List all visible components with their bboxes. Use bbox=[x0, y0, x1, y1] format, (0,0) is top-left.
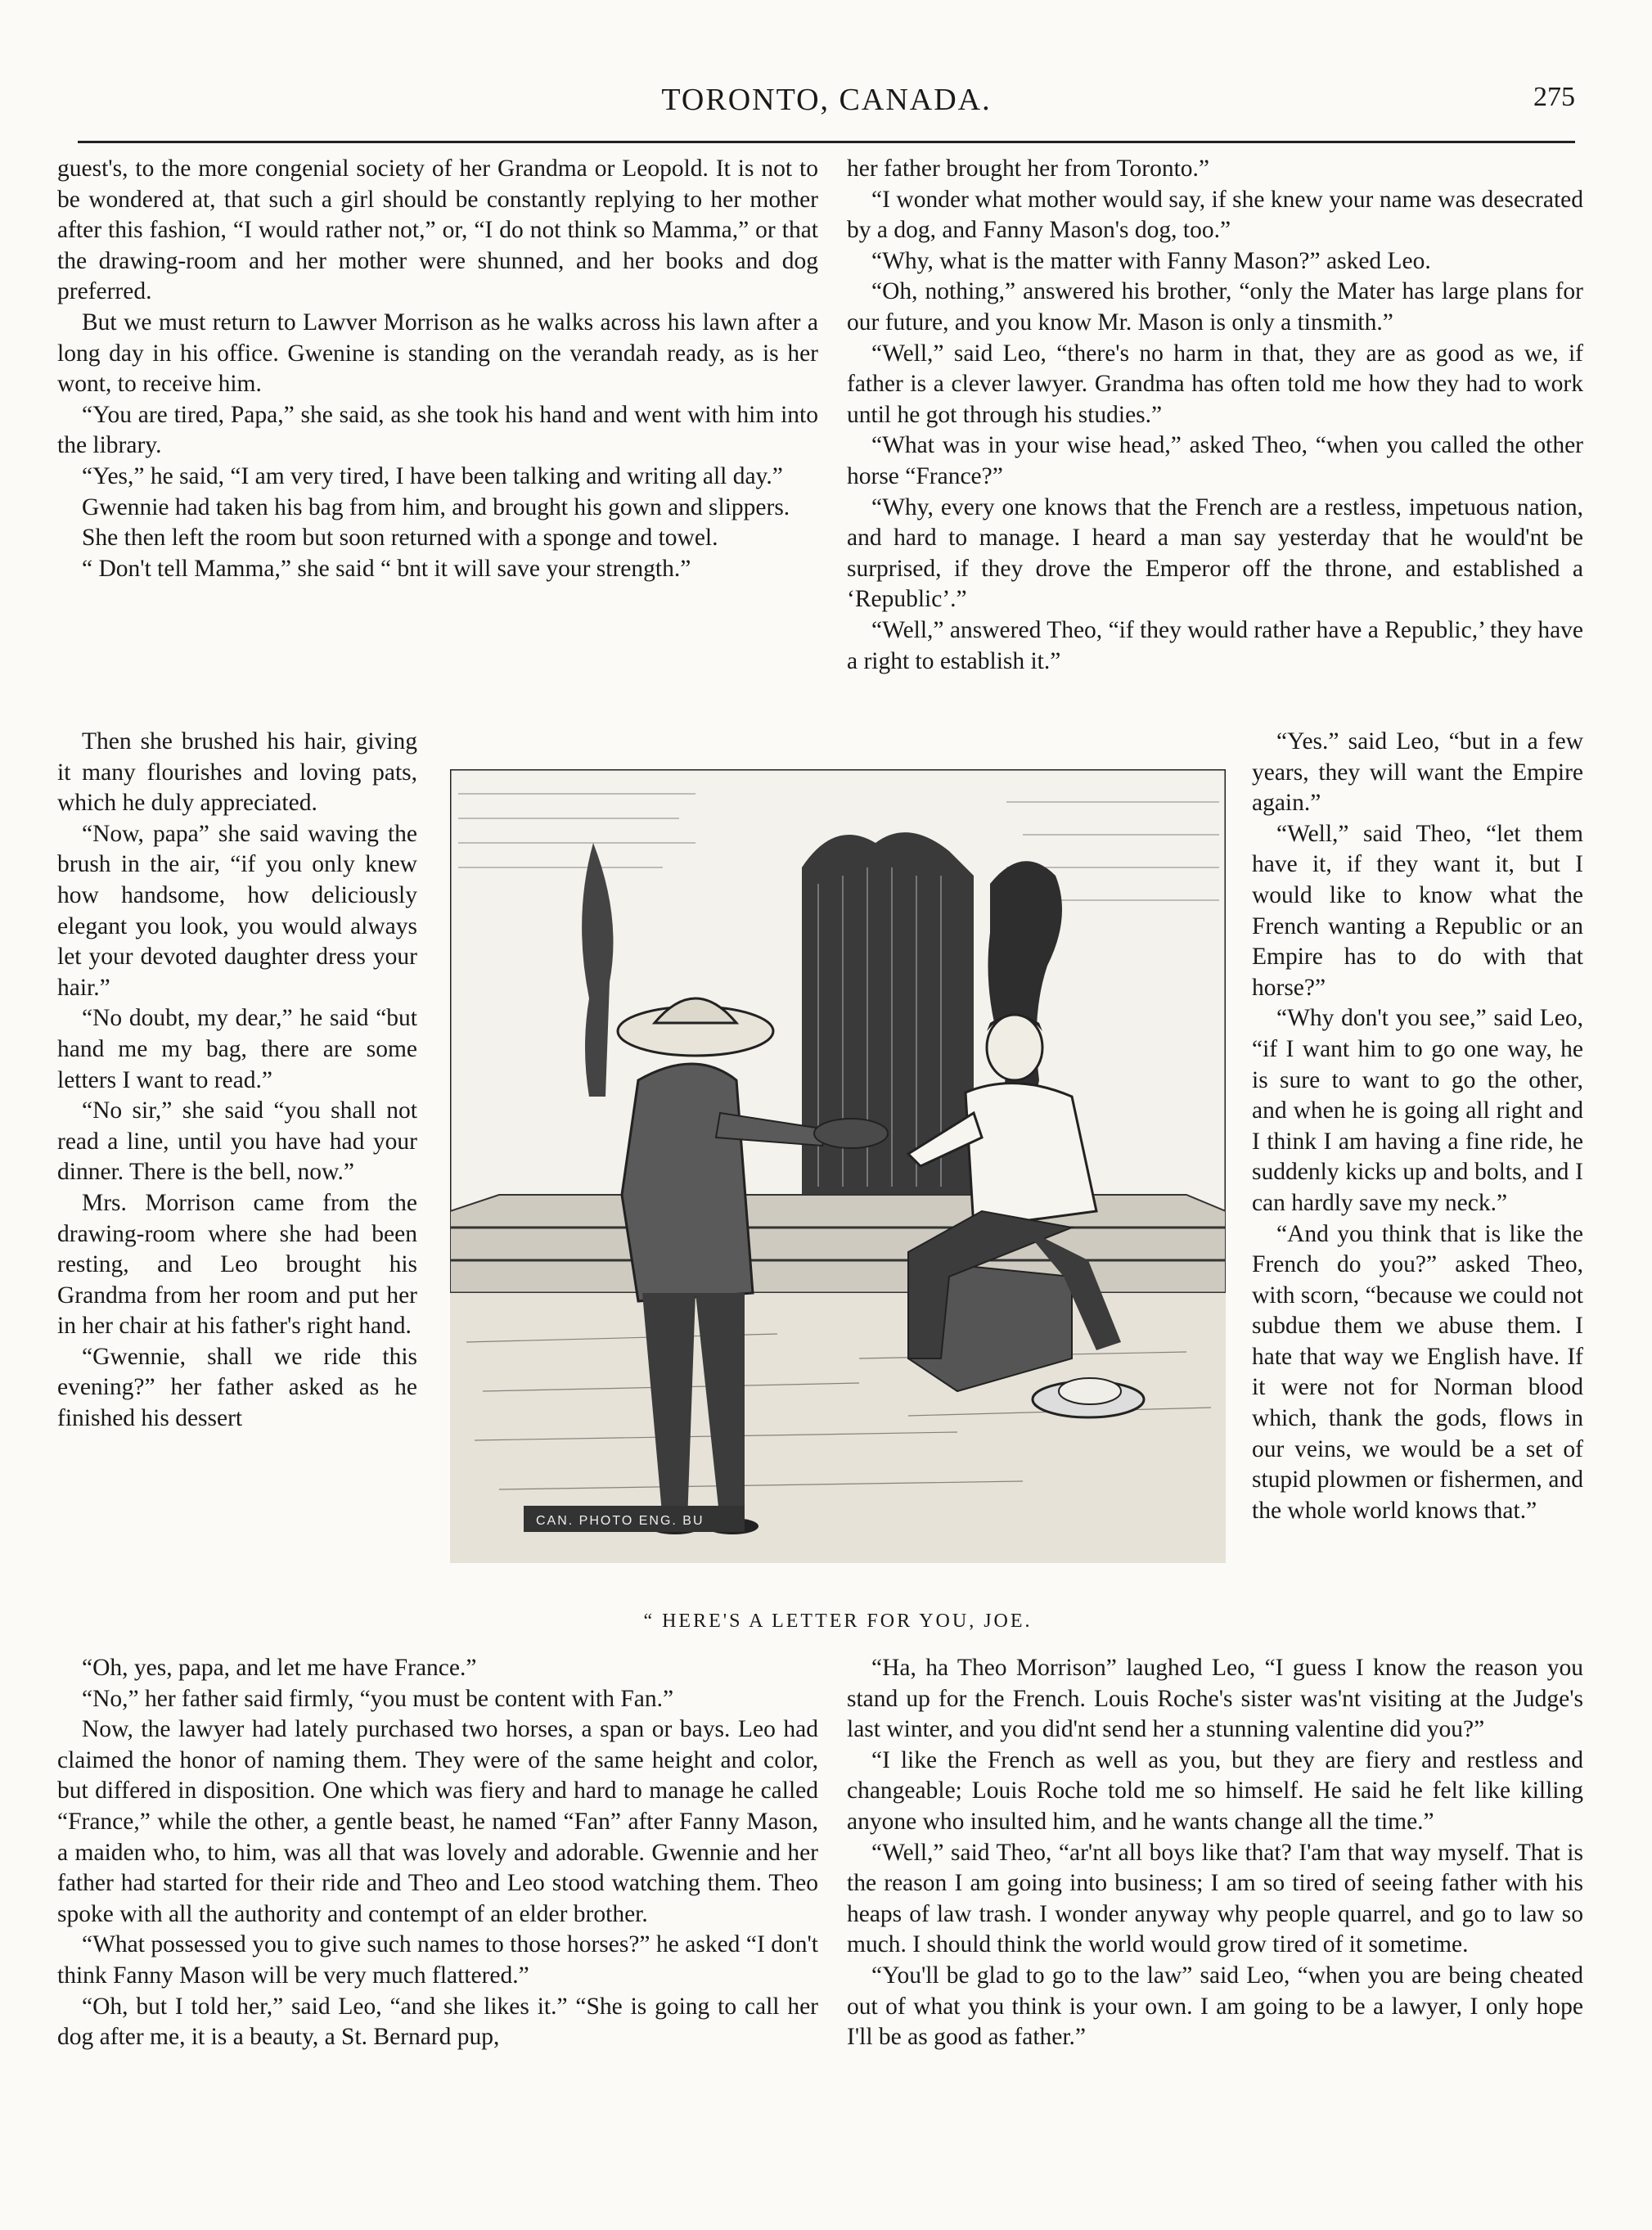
paragraph: “No sir,” she said “you shall not read a line, until you have had your dinner. There is the bell, now.” bbox=[57, 1097, 417, 1186]
paragraph: her father brought her from Toronto.” bbox=[847, 155, 1210, 182]
paragraph: “ Don't tell Mamma,” she said “ bnt it will save your strength.” bbox=[82, 555, 691, 582]
paragraph: “Oh, yes, papa, and let me have France.” bbox=[82, 1655, 477, 1681]
right-column-bottom bbox=[847, 1653, 1583, 2053]
paragraph: “Well,” said Leo, “there's no harm in that, they are as good as we, if father is a clever lawyer. Grandma has often told me how they had to work until he got through his studies.” bbox=[847, 340, 1583, 428]
paragraph: “Why, every one knows that the French are a restless, impetuous nation, and hard to manage. I heard a man say yesterday that he would'nt be surprised, if they drove the Emperor off the throne, and established a ‘Republic’.” bbox=[847, 493, 1583, 613]
engraving-illustration bbox=[450, 769, 1226, 1563]
running-header bbox=[78, 82, 1575, 139]
paragraph: “What was in your wise head,” asked Theo, “when you called the other horse “France?” bbox=[847, 432, 1583, 489]
left-column-bottom bbox=[57, 1653, 818, 2053]
paragraph: “I wonder what mother would say, if she knew your name was desecrated by a dog, and Fanny Mason's dog, too.” bbox=[847, 186, 1583, 244]
page-number: 275 bbox=[1533, 82, 1575, 112]
paragraph: Then she brushed his hair, giving it many flourishes and loving pats, which he duly appreciated. bbox=[57, 728, 417, 817]
paragraph: “Ha, ha Theo Morrison” laughed Leo, “I guess I know the reason you stand up for the French. Louis Roche's sister was'nt visiting at the Judge's last winter, and you did'nt send her a stunning valentine did you?” bbox=[847, 1655, 1583, 1743]
right-column-top bbox=[847, 154, 1583, 677]
paragraph: “No,” her father said firmly, “you must be content with Fan.” bbox=[82, 1685, 674, 1712]
paragraph: Mrs. Morrison came from the drawing-room where she had been resting, and Leo brought his Grandma from her room and put her in her chair at his father's right hand. bbox=[57, 1189, 417, 1340]
paragraph: “Well,” said Theo, “ar'nt all boys like that? I'am that way myself. That is the reason I am going into business; I am so tired of seeing father with his heaps of law trash. I wonder anyway why people quarrel, and go to law so much. I should think the world would grow tired of it sometime. bbox=[847, 1839, 1583, 1958]
running-title: TORONTO, CANADA. bbox=[661, 83, 992, 117]
engraver-mark: CAN. PHOTO ENG. BU bbox=[536, 1514, 704, 1528]
paragraph: She then left the room but soon returned with a sponge and towel. bbox=[82, 525, 718, 552]
left-column-narrow bbox=[57, 727, 417, 1435]
left-column-top bbox=[57, 154, 818, 584]
paragraph: “Why, what is the matter with Fanny Mason?” asked Leo. bbox=[871, 247, 1431, 274]
paragraph: “And you think that is like the French do you?” asked Theo, with scorn, “because we could not subdue them we abuse them. I hate that way we English have. If it were not for Norman blood which, thank the gods, flows in our veins, we would be a set of stupid plowmen or fishermen, and the whole world knows that.” bbox=[1252, 1220, 1583, 1524]
paragraph: “You are tired, Papa,” she said, as she took his hand and went with him into the library. bbox=[57, 401, 818, 459]
paragraph: Now, the lawyer had lately purchased two horses, a span or bays. Leo had claimed the honor of naming them. They were of the same height and color, but differed in disposition. One which was fiery and hard to manage he called “France,” while the other, a gentle beast, he named “Fan” after Fanny Mason, a maiden who, to him, was all that was lovely and adorable. Gwennie and her father had started for their ride and Theo and Leo stood watching them. Theo spoke with all the authority and contempt of an elder brother. bbox=[57, 1716, 818, 1927]
paragraph: But we must return to Lawver Morrison as he walks across his lawn after a long day in his office. Gwenine is standing on the verandah ready, as is her wont, to receive him. bbox=[57, 309, 818, 398]
paragraph: “I like the French as well as you, but they are fiery and restless and changeable; Louis Roche told me so himself. He said he felt like killing anyone who insulted him, and he wants change all the time.” bbox=[847, 1746, 1583, 1835]
right-column-narrow bbox=[1252, 727, 1583, 1526]
paragraph: “Oh, nothing,” answered his brother, “only the Mater has large plans for our future, and you know Mr. Mason is only a tinsmith.” bbox=[847, 278, 1583, 336]
illustration-caption: “ HERE'S A LETTER FOR YOU, JOE. bbox=[643, 1611, 1033, 1632]
paragraph: “Yes,” he said, “I am very tired, I have been talking and writing all day.” bbox=[82, 462, 783, 489]
paragraph: “Gwennie, shall we ride this evening?” her father asked as he finished his dessert bbox=[57, 1343, 417, 1432]
paragraph: “Well,” said Theo, “let them have it, if they want it, but I would like to know what the French wanting a Republic or an Empire has to do with that horse?” bbox=[1252, 820, 1583, 1001]
paragraph: “No doubt, my dear,” he said “but hand me my bag, there are some letters I want to read.” bbox=[57, 1005, 417, 1093]
paragraph: “You'll be glad to go to the law” said Leo, “when you are being cheated out of what you think is your own. I am going to be a lawyer, I only hope I'll be as good as father.” bbox=[847, 1962, 1583, 2051]
paragraph: “Now, papa” she said waving the brush in the air, “if you only knew how handsome, how deliciously elegant you look, you would always let your devoted daughter dress your hair.” bbox=[57, 820, 417, 1001]
paragraph: “Why don't you see,” said Leo, “if I want him to go one way, he is sure to want to go the other, and when he is going all right and I think I am having a fine ride, he suddenly kicks up and bolts, and I can hardly save my neck.” bbox=[1252, 1005, 1583, 1216]
paragraph: “What possessed you to give such names to those horses?” he asked “I don't think Fanny Mason will be very much flattered.” bbox=[57, 1931, 818, 1989]
paragraph: “Oh, but I told her,” said Leo, “and she likes it.” “She is going to call her dog after me, it is a beauty, a St. Bernard pup, bbox=[57, 1993, 818, 2051]
header-rule bbox=[78, 141, 1575, 143]
paragraph: Gwennie had taken his bag from him, and brought his gown and slippers. bbox=[82, 493, 790, 520]
paragraph: guest's, to the more congenial society of her Grandma or Leopold. It is not to be wondered at, that such a girl should be constantly replying to her mother after this fashion, “I would rather not,” or, “I do not think so Mamma,” or that the drawing-room and her mother were shunned, and her books and dog preferred. bbox=[57, 155, 818, 305]
paragraph: “Yes.” said Leo, “but in a few years, they will want the Empire again.” bbox=[1252, 728, 1583, 817]
paragraph: “Well,” answered Theo, “if they would rather have a Republic,’ they have a right to establish it.” bbox=[847, 616, 1583, 674]
